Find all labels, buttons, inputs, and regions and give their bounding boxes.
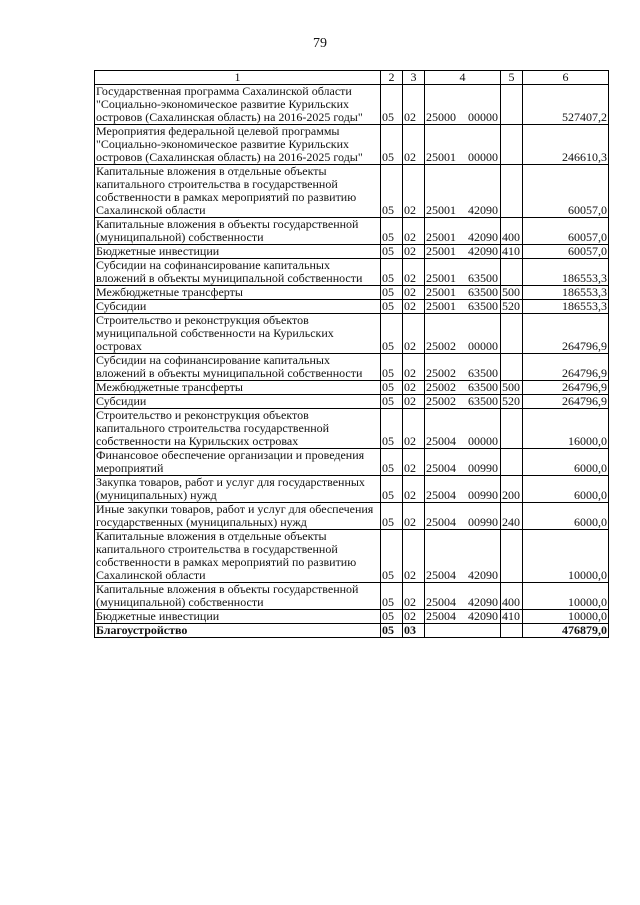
row-name-cell: Закупка товаров, работ и услуг для государственных (муниципальных) нужд	[95, 476, 381, 503]
table-row	[95, 449, 609, 476]
target-direction-code: 42090	[468, 609, 498, 623]
row-target-article-cell	[425, 583, 501, 610]
header-col-1: 1	[95, 71, 381, 85]
row-amount-cell: 60057,0	[523, 218, 609, 245]
target-direction-code: 42090	[468, 230, 498, 244]
row-section-cell: 05	[381, 449, 403, 476]
row-section-cell: 05	[381, 476, 403, 503]
row-target-article-cell	[425, 354, 501, 381]
row-section-cell: 05	[381, 245, 403, 259]
table-row	[95, 85, 609, 125]
row-target-article-cell	[425, 245, 501, 259]
target-direction-code: 00000	[468, 110, 498, 124]
table-row	[95, 165, 609, 218]
row-subsection-cell: 02	[403, 395, 425, 409]
target-program-code: 25004	[426, 434, 456, 448]
row-name-cell: Мероприятия федеральной целевой программы "Социально-экономическое развитие Курильских островов (Сахалинская область) на 2016-2025 годы"	[95, 125, 381, 165]
row-subsection-cell: 02	[403, 259, 425, 286]
row-subsection-cell: 02	[403, 218, 425, 245]
row-target-article-cell	[425, 449, 501, 476]
row-target-article-cell	[425, 259, 501, 286]
target-program-code: 25004	[426, 609, 456, 623]
row-subsection-cell: 02	[403, 314, 425, 354]
row-expense-type-cell	[501, 314, 523, 354]
row-expense-type-cell	[501, 624, 523, 638]
row-name-cell: Бюджетные инвестиции	[95, 245, 381, 259]
row-target-article-cell	[425, 624, 501, 638]
row-name-cell: Иные закупки товаров, работ и услуг для обеспечения государственных (муниципальных) нужд	[95, 503, 381, 530]
target-program-code: 25004	[426, 515, 456, 529]
row-amount-cell: 6000,0	[523, 503, 609, 530]
row-expense-type-cell	[501, 409, 523, 449]
table-row	[95, 624, 609, 638]
row-name-cell: Капитальные вложения в отдельные объекты капитального строительства в государственной собственности в рамках мероприятий по развитию Сахалинской области	[95, 165, 381, 218]
table-row	[95, 300, 609, 314]
row-name-cell: Капитальные вложения в отдельные объекты капитального строительства в государственной собственности в рамках мероприятий по развитию Сахалинской области	[95, 530, 381, 583]
target-direction-code: 00990	[468, 461, 498, 475]
row-subsection-cell: 02	[403, 300, 425, 314]
row-amount-cell: 264796,9	[523, 381, 609, 395]
row-expense-type-cell	[501, 449, 523, 476]
row-target-article-cell	[425, 476, 501, 503]
row-target-article-cell	[425, 530, 501, 583]
target-program-code: 25004	[426, 595, 456, 609]
table-row	[95, 314, 609, 354]
row-expense-type-cell	[501, 85, 523, 125]
table-row	[95, 395, 609, 409]
row-target-article-cell	[425, 610, 501, 624]
target-direction-code: 00000	[468, 150, 498, 164]
row-section-cell: 05	[381, 530, 403, 583]
table-row	[95, 286, 609, 300]
row-subsection-cell: 02	[403, 354, 425, 381]
row-section-cell: 05	[381, 286, 403, 300]
row-expense-type-cell: 400	[501, 218, 523, 245]
row-subsection-cell: 02	[403, 165, 425, 218]
row-section-cell: 05	[381, 395, 403, 409]
row-name-cell: Государственная программа Сахалинской области "Социально-экономическое развитие Курильских островов (Сахалинская область) на 2016-2025 годы"	[95, 85, 381, 125]
row-subsection-cell: 03	[403, 624, 425, 638]
target-direction-code: 42090	[468, 244, 498, 258]
row-target-article-cell	[425, 381, 501, 395]
row-section-cell: 05	[381, 165, 403, 218]
row-expense-type-cell	[501, 165, 523, 218]
row-name-cell: Субсидии	[95, 395, 381, 409]
target-program-code: 25004	[426, 568, 456, 582]
header-col-6: 6	[523, 71, 609, 85]
row-target-article-cell	[425, 218, 501, 245]
row-name-cell: Межбюджетные трансферты	[95, 286, 381, 300]
target-program-code: 25001	[426, 285, 456, 299]
table-row	[95, 354, 609, 381]
row-section-cell: 05	[381, 624, 403, 638]
row-target-article-cell	[425, 85, 501, 125]
target-program-code: 25001	[426, 230, 456, 244]
row-expense-type-cell	[501, 259, 523, 286]
row-subsection-cell: 02	[403, 583, 425, 610]
row-name-cell: Капитальные вложения в объекты государственной (муниципальной) собственности	[95, 218, 381, 245]
row-section-cell: 05	[381, 85, 403, 125]
row-expense-type-cell: 410	[501, 245, 523, 259]
table-header-row	[95, 71, 609, 85]
row-section-cell: 05	[381, 409, 403, 449]
table-row	[95, 610, 609, 624]
table-row	[95, 218, 609, 245]
row-subsection-cell: 02	[403, 125, 425, 165]
row-expense-type-cell: 520	[501, 300, 523, 314]
row-amount-cell: 10000,0	[523, 610, 609, 624]
row-amount-cell: 186553,3	[523, 259, 609, 286]
target-direction-code: 00000	[468, 339, 498, 353]
target-program-code: 25004	[426, 488, 456, 502]
row-expense-type-cell: 520	[501, 395, 523, 409]
target-direction-code: 00990	[468, 488, 498, 502]
row-target-article-cell	[425, 395, 501, 409]
row-target-article-cell	[425, 409, 501, 449]
row-expense-type-cell: 200	[501, 476, 523, 503]
target-program-code: 25002	[426, 366, 456, 380]
table-row	[95, 476, 609, 503]
row-section-cell: 05	[381, 218, 403, 245]
row-subsection-cell: 02	[403, 476, 425, 503]
row-name-cell: Бюджетные инвестиции	[95, 610, 381, 624]
target-direction-code: 63500	[468, 285, 498, 299]
row-section-cell: 05	[381, 503, 403, 530]
row-subsection-cell: 02	[403, 245, 425, 259]
row-section-cell: 05	[381, 259, 403, 286]
table-row	[95, 530, 609, 583]
row-target-article-cell	[425, 300, 501, 314]
row-subsection-cell: 02	[403, 449, 425, 476]
row-amount-cell: 186553,3	[523, 300, 609, 314]
row-amount-cell: 476879,0	[523, 624, 609, 638]
row-expense-type-cell	[501, 354, 523, 381]
target-direction-code: 00990	[468, 515, 498, 529]
budget-table	[94, 70, 609, 638]
row-name-cell: Субсидии на софинансирование капитальных вложений в объекты муниципальной собственности	[95, 259, 381, 286]
row-expense-type-cell: 500	[501, 381, 523, 395]
row-amount-cell: 264796,9	[523, 395, 609, 409]
row-name-cell: Финансовое обеспечение организации и проведения мероприятий	[95, 449, 381, 476]
row-section-cell: 05	[381, 300, 403, 314]
row-target-article-cell	[425, 165, 501, 218]
row-amount-cell: 60057,0	[523, 165, 609, 218]
row-name-cell: Строительство и реконструкция объектов капитального строительства государственной собственности на Курильских островах	[95, 409, 381, 449]
target-direction-code: 42090	[468, 595, 498, 609]
row-name-cell: Межбюджетные трансферты	[95, 381, 381, 395]
row-subsection-cell: 02	[403, 381, 425, 395]
header-col-4: 4	[425, 71, 501, 85]
target-program-code: 25000	[426, 110, 456, 124]
row-name-cell: Субсидии на софинансирование капитальных вложений в объекты муниципальной собственности	[95, 354, 381, 381]
target-direction-code: 00000	[468, 434, 498, 448]
target-program-code: 25001	[426, 299, 456, 313]
target-program-code: 25001	[426, 150, 456, 164]
row-amount-cell: 264796,9	[523, 314, 609, 354]
target-direction-code: 63500	[468, 366, 498, 380]
row-target-article-cell	[425, 125, 501, 165]
target-direction-code: 63500	[468, 299, 498, 313]
row-amount-cell: 527407,2	[523, 85, 609, 125]
row-name-cell: Капитальные вложения в объекты государственной (муниципальной) собственности	[95, 583, 381, 610]
row-name-cell: Благоустройство	[95, 624, 381, 638]
row-amount-cell: 6000,0	[523, 476, 609, 503]
target-program-code: 25002	[426, 394, 456, 408]
row-expense-type-cell	[501, 530, 523, 583]
row-amount-cell: 16000,0	[523, 409, 609, 449]
row-expense-type-cell: 400	[501, 583, 523, 610]
table-row	[95, 125, 609, 165]
row-expense-type-cell: 500	[501, 286, 523, 300]
row-section-cell: 05	[381, 314, 403, 354]
row-name-cell: Субсидии	[95, 300, 381, 314]
row-expense-type-cell: 410	[501, 610, 523, 624]
row-amount-cell: 6000,0	[523, 449, 609, 476]
row-target-article-cell	[425, 286, 501, 300]
row-subsection-cell: 02	[403, 503, 425, 530]
header-col-3: 3	[403, 71, 425, 85]
row-amount-cell: 246610,3	[523, 125, 609, 165]
row-amount-cell: 10000,0	[523, 530, 609, 583]
target-direction-code: 63500	[468, 380, 498, 394]
target-direction-code: 63500	[468, 394, 498, 408]
row-amount-cell: 264796,9	[523, 354, 609, 381]
row-subsection-cell: 02	[403, 409, 425, 449]
target-program-code: 25002	[426, 380, 456, 394]
header-col-5: 5	[501, 71, 523, 85]
table-row	[95, 381, 609, 395]
table-row	[95, 409, 609, 449]
row-amount-cell: 60057,0	[523, 245, 609, 259]
target-direction-code: 42090	[468, 568, 498, 582]
row-expense-type-cell: 240	[501, 503, 523, 530]
target-program-code: 25001	[426, 203, 456, 217]
row-target-article-cell	[425, 314, 501, 354]
row-section-cell: 05	[381, 125, 403, 165]
row-subsection-cell: 02	[403, 85, 425, 125]
row-name-cell: Строительство и реконструкция объектов муниципальной собственности на Курильских островах	[95, 314, 381, 354]
page-number: 79	[313, 36, 327, 51]
row-target-article-cell	[425, 503, 501, 530]
row-section-cell: 05	[381, 583, 403, 610]
header-col-2: 2	[381, 71, 403, 85]
table-row	[95, 583, 609, 610]
row-subsection-cell: 02	[403, 286, 425, 300]
target-program-code: 25002	[426, 339, 456, 353]
target-program-code: 25004	[426, 461, 456, 475]
table-row	[95, 259, 609, 286]
row-amount-cell: 186553,3	[523, 286, 609, 300]
row-section-cell: 05	[381, 381, 403, 395]
target-direction-code: 63500	[468, 271, 498, 285]
row-subsection-cell: 02	[403, 530, 425, 583]
row-subsection-cell: 02	[403, 610, 425, 624]
row-section-cell: 05	[381, 610, 403, 624]
row-amount-cell: 10000,0	[523, 583, 609, 610]
table-row	[95, 245, 609, 259]
target-program-code: 25001	[426, 244, 456, 258]
table-row	[95, 503, 609, 530]
target-direction-code: 42090	[468, 203, 498, 217]
row-expense-type-cell	[501, 125, 523, 165]
target-program-code: 25001	[426, 271, 456, 285]
row-section-cell: 05	[381, 354, 403, 381]
